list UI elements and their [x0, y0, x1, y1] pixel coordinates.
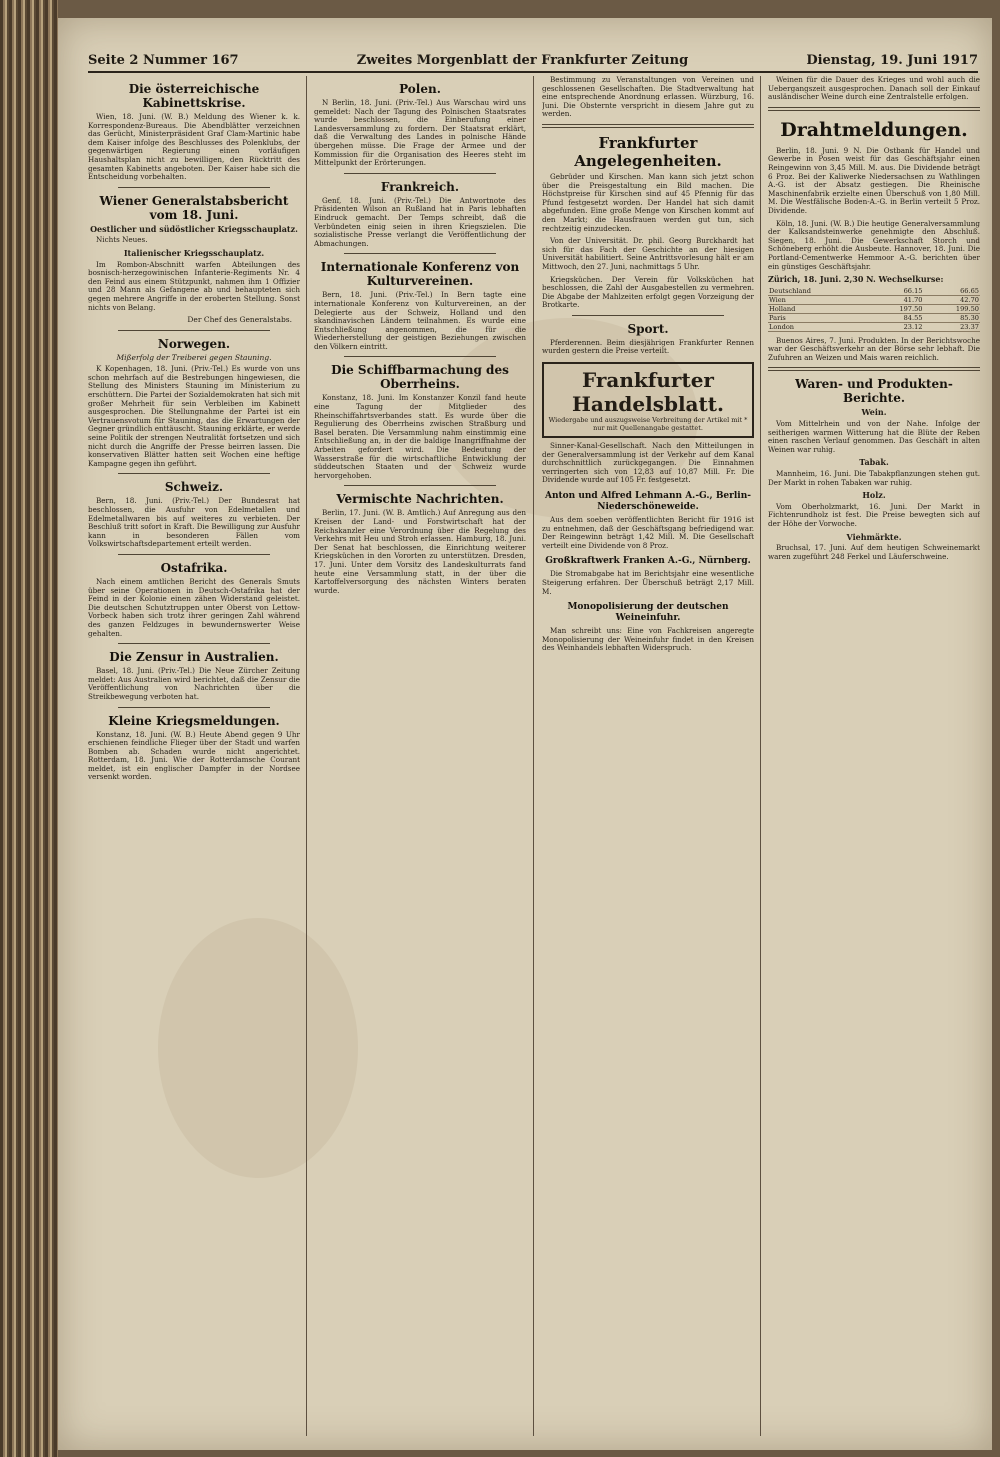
article-subheading: Viehmärkte. — [846, 531, 902, 542]
table-cell: Holland — [768, 304, 867, 313]
article-text: Kriegsküchen. Der Verein für Volksküchen hat beschlossen, die Zahl der Ausgabestellen zu vermehren. Die Abgabe der Mahlzeiten erfolgt gegen Vorzeigung der Brotkarte. — [542, 274, 754, 310]
exchange-rate-table — [768, 287, 980, 332]
column-rule — [306, 76, 307, 1436]
article-subheading: Tabak. — [859, 457, 889, 468]
table-cell: 84.55 — [867, 313, 924, 322]
article-text: Bestimmung zu Veranstaltungen von Vereinen und geschlossenen Gesellschaften. Die Stadtverwaltung hat eine entsprechende Anordnung erlassen. Würzburg, 16. Juni. Die Obsternte verspricht in diesem Jahre gut zu werden. — [542, 76, 754, 119]
article-headline: Frankfurter Angelegenheiten. — [574, 133, 722, 170]
article-text: N Berlin, 18. Juni. (Priv.-Tel.) Aus Warschau wird uns gemeldet: Nach der Tagung des Polnischen Staatsrates wurde beschlossen, die Einberufung einer Landesversammlung zu fordern. Der Staatsrat erklärt, daß die Verwaltung des Landes in polnische Hände übergehen müsse. Die Frage der Armee und der Kommission für die Organisation des Heeres steht im Mittelpunkt der Erörterungen. — [314, 98, 526, 168]
article-text: Von der Universität. Dr. phil. Georg Burckhardt hat sich für das Fach der Geschichte an der hiesigen Universität habilitiert. Seine Antrittsvorlesung hält er am Mittwoch, den 27. Juni, nachmittags 5 Uhr. — [542, 236, 754, 271]
article-text: Weinen für die Dauer des Krieges und wohl auch die Uebergangszeit ausgesprochen. Danach soll der Einkauf ausländischer Weine durch eine Zentralstelle erfolgen. — [768, 76, 980, 102]
column-rule — [533, 76, 534, 1436]
article-headline: Waren- und Produkten-Berichte. — [795, 377, 953, 406]
table-cell: 41.70 — [867, 295, 924, 304]
separator — [118, 330, 270, 331]
article-text: Mannheim, 16. Juni. Die Tabakpflanzungen stehen gut. Der Markt in rohen Tabaken war ruhig. — [768, 469, 980, 487]
article-headline: Schweiz. — [164, 480, 224, 495]
table-row — [768, 322, 980, 331]
article-headline: Wiener Generalstabsbericht vom 18. Juni. — [99, 193, 289, 222]
column-4 — [768, 76, 980, 1436]
table-row — [768, 287, 980, 296]
article-subheading: Holz. — [862, 490, 886, 501]
column-3 — [542, 76, 754, 1436]
separator — [118, 707, 270, 708]
article-text: Pferderennen. Beim diesjährigen Frankfurter Rennen wurden gestern die Preise verteilt. — [542, 337, 754, 356]
separator — [542, 124, 754, 128]
article-text: Nichts Neues. — [96, 235, 148, 245]
article-text: Bruchsal, 17. Juni. Auf dem heutigen Schweinemarkt waren zugeführt 248 Ferkel und Läuferschweine. — [768, 543, 980, 561]
separator — [344, 356, 496, 357]
handelsblatt-title: Frankfurter Handelsblatt. — [572, 368, 724, 417]
column-2 — [314, 76, 526, 1436]
article-text: Bern, 18. Juni. (Priv.-Tel.) Der Bundesrat hat beschlossen, die Ausfuhr von Edelmetallen und Edelmetallwaren bis auf weiteres zu verbieten. Der Beschluß tritt sofort in Kraft. Die Bewilligung zur Ausfuhr kann in besonderen Fällen vom Volkswirtschaftsdepartement erteilt werden. — [88, 496, 300, 549]
table-cell: Deutschland — [768, 287, 867, 296]
article-text: Berlin, 17. Juni. (W. B. Amtlich.) Auf Anregung aus den Kreisen der Land- und Forstwirtschaft hat der Reichskanzler eine Verordnung über die Regelung des Verkehrs mit Heu und Stroh erlassen. Hamburg, 18. Juni. Der Senat hat beschlossen, die Einrichtung weiterer Kriegsküchen in den Vororten zu unterstützen. Dresden, 17. Juni. Unter dem Vorsitz des Landeskulturrats fand heute eine Versammlung statt, in der über die Kartoffelversorgung des nächsten Winters beraten wurde. — [314, 508, 526, 595]
article-text: Basel, 18. Juni. (Priv.-Tel.) Die Neue Zürcher Zeitung meldet: Aus Australien wird berichtet, daß die Zensur die Veröffentlichung von Nachrichten über die Streikbewegung verboten hat. — [88, 666, 300, 701]
table-cell: 23.37 — [923, 322, 980, 331]
separator — [572, 315, 724, 316]
article-headline: Polen. — [399, 82, 441, 96]
table-cell: 66.65 — [923, 287, 980, 296]
separator — [344, 253, 496, 254]
article-headline: Monopolisierung der deutschen Weineinfuhr. — [567, 602, 729, 624]
article-text: Man schreibt uns: Eine von Fachkreisen angeregte Monopolisierung der Weineinfuhr findet in den Kreisen des Weinhandels lebhaften Widerspruch. — [542, 626, 754, 653]
table-cell: Wien — [768, 295, 867, 304]
table-row — [768, 295, 980, 304]
article-subheading: Oestlicher und südöstlicher Kriegsschauplatz. — [90, 223, 298, 234]
book-binding — [0, 0, 58, 1457]
separator — [118, 643, 270, 644]
article-headline: Vermischte Nachrichten. — [336, 492, 504, 507]
masthead — [88, 42, 978, 73]
article-text: Im Rombon-Abschnitt warfen Abteilungen des bosnisch-herzegowinischen Infanterie-Regiments Nr. 4 den Feind aus einem Stützpunkt, nahmen ihm 1 Offizier und 28 Mann als Gefangene ab und behaupteten sich gegen mehrere Angriffe in der eroberten Stellung. Sonst nichts von Belang. — [88, 259, 300, 312]
article-text: Buenos Aires, 7. Juni. Produkten. In der Berichtswoche war der Geschäftsverkehr an der Börse sehr lebhaft. Die Zufuhren an Weizen und Mais waren reichlich. — [768, 335, 980, 362]
article-headline: Die Schiffbarmachung des Oberrheins. — [331, 363, 509, 392]
article-headline: Kleine Kriegsmeldungen. — [108, 713, 280, 728]
article-text: Köln, 18. Juni. (W. B.) Die heutige Generalversammlung der Kalksandsteinwerke genehmigte den Abschluß. Siegen, 18. Juni. Die Gewerkschaft Storch und Schöneberg erhöht die Ausbeute. Hannover, 18. Juni. Die Portland-Cementwerke Hemmoor A.-G. berichten über ein günstiges Geschäftsjahr. — [768, 218, 980, 271]
article-headline: Norwegen. — [157, 336, 231, 351]
article-text: Bern, 18. Juni. (Priv.-Tel.) In Bern tagte eine internationale Konferenz von Kulturvereinen, an der Delegierte aus der Schweiz, Holland und den skandinavischen Ländern teilnahmen. Es wurde eine Entschließung angenommen, die für die Wiederherstellung der geistigen Beziehungen zwischen den Völkern eintritt. — [314, 290, 526, 351]
masthead-date: Dienstag, 19. Juni 1917 — [806, 53, 978, 68]
article-text: Sinner-Kanal-Gesellschaft. Nach den Mitteilungen in der Generalversammlung ist der Verkehr auf dem Kanal durchschnittlich zurückgegangen. Die Einnahmen verringerten sich von 12,83 auf 10,87 Mill. Fr. Die Dividende wurde auf 105 Fr. festgesetzt. — [542, 441, 754, 485]
article-headline: Frankreich. — [380, 179, 460, 194]
article-text: Wien, 18. Juni. (W. B.) Meldung des Wiener k. k. Korrespondenz-Bureaus. Die Abendblätter verzeichnen das Gerücht, Ministerpräsident Graf Clam-Martinic habe dem Kaiser infolge des Beschlusses des Polenklubs, der gegenwärtigen Regierung einen vorläufigen Haushaltsplan nicht zu bewilligen, den Rücktritt des gesamten Kabinetts angeboten. Der Kaiser habe sich die Entscheidung vorbehalten. — [88, 112, 300, 182]
article-text: Aus dem soeben veröffentlichten Bericht für 1916 ist zu entnehmen, daß der Geschäftsgang befriedigend war. Der Reingewinn beträgt 1,42 Mill. M. Die Gesellschaft verteilt eine Dividende von 8 Proz. — [542, 515, 754, 550]
column-rule — [760, 76, 761, 1436]
article-headline: Drahtmeldungen. — [780, 118, 968, 141]
article-subheading: Wein. — [861, 407, 887, 418]
table-row — [768, 304, 980, 313]
article-text: Gebrüder und Kirschen. Man kann sich jetzt schon über die Preisgestaltung ein Bild machen. Die Höchstpreise für Kirschen sind auf 45 Pfennig für das Pfund festgesetzt worden. Der Handel hat sich damit abgefunden. Eine große Menge von Kirschen kommt auf den Markt; die Hausfrauen werden gut tun, sich rechtzeitig einzudecken. — [542, 171, 754, 233]
table-cell: 42.70 — [923, 295, 980, 304]
table-row — [768, 313, 980, 322]
masthead-title: Zweites Morgenblatt der Frankfurter Zeitung — [356, 53, 689, 68]
article-headline: Sport. — [627, 321, 669, 336]
column-1 — [88, 76, 300, 1436]
table-cell: London — [768, 322, 867, 331]
article-text: Nach einem amtlichen Bericht des Generals Smuts über seine Operationen in Deutsch-Ostafrika hat der Feind in der Kolonie einen zähen Widerstand geleistet. Die deutschen Schutztruppen unter Oberst von Lettow-Vorbeck haben sich trotz ihrer geringen Zahl während des ganzen Feldzuges in bewundernswerter Weise gehalten. — [88, 576, 300, 638]
article-text: Berlin, 18. Juni. 9 N. Die Ostbank für Handel und Gewerbe in Posen weist für das Geschäftsjahr einen Reingewinn von 3,45 Mill. M. aus. Die Dividende beträgt 6 Proz. Bei der Kaliwerke Niedersachsen zu Wathlingen A.-G. ist der Absatz gestiegen. Die Rheinische Maschinenfabrik erzielte einen Überschuß von 1,80 Mill. M. Die Westfälische Boden-A.-G. in Berlin verteilt 5 Proz. Dividende. — [768, 145, 980, 215]
article-headline: Großkraftwerk Franken A.-G., Nürnberg. — [545, 556, 751, 567]
article-text: Genf, 18. Juni. (Priv.-Tel.) Die Antwortnote des Präsidenten Wilson an Rußland hat in Paris lebhaften Eindruck gemacht. Der Temps schreibt, daß die Verbündeten einig seien in ihren Kriegszielen. Die sozialistische Presse verlangt die Veröffentlichung der Abmachungen. — [314, 195, 526, 248]
article-headline: Anton und Alfred Lehmann A.-G., Berlin-Niederschöneweide. — [544, 491, 752, 513]
article-text: Konstanz, 18. Juni. Im Konstanzer Konzil fand heute eine Tagung der Mitglieder des Rheinschiffahrtsverbandes statt. Es wurde über die Regulierung des Oberrheins zwischen Straßburg und Basel beraten. Die Versammlung nahm einstimmig eine Entschließung an, in der die baldige Inangriffnahme der Arbeiten gefordert wird. Die Bedeutung der Wasserstraße für die wirtschaftliche Entwicklung der süddeutschen Staaten und der Schweiz wurde hervorgehoben. — [314, 393, 526, 480]
article-text: Vom Oberholzmarkt, 16. Juni. Der Markt in Fichtenrundholz ist fest. Die Preise bewegten sich auf der Höhe der Vorwoche. — [768, 501, 980, 528]
article-headline: Internationale Konferenz von Kulturvereinen. — [320, 260, 520, 289]
separator — [118, 473, 270, 474]
article-subheading: Italienischer Kriegsschauplatz. — [123, 247, 265, 258]
table-cell: 66.15 — [867, 287, 924, 296]
separator — [344, 173, 496, 174]
masthead-page-number: Seite 2 Nummer 167 — [88, 53, 239, 68]
handelsblatt-banner — [542, 362, 754, 438]
table-cell: 197.50 — [867, 304, 924, 313]
table-cell: 199.50 — [923, 304, 980, 313]
separator — [768, 107, 980, 111]
table-cell: 85.30 — [923, 313, 980, 322]
table-cell: 23.12 — [867, 322, 924, 331]
article-headline: Die österreichische Kabinettskrise. — [128, 82, 260, 110]
article-text: Konstanz, 18. Juni. (W. B.) Heute Abend gegen 9 Uhr erschienen feindliche Flieger über der Stadt und warfen Bomben ab. Schaden wurde nicht angerichtet. Rotterdam, 18. Juni. Wie der Rotterdamsche Courant meldet, ist ein englischer Dampfer in der Nordsee versenkt worden. — [88, 729, 300, 782]
article-headline: Ostafrika. — [160, 560, 228, 575]
separator — [768, 367, 980, 371]
article-headline: Die Zensur in Australien. — [109, 650, 279, 665]
article-text: K Kopenhagen, 18. Juni. (Priv.-Tel.) Es wurde von uns schon mehrfach auf die Bestrebungen hingewiesen, die Stellung des Ministers Stauning im Ministerium zu erschüttern. Die Partei der Sozialdemokraten hat sich mit großer Mehrheit für sein Verbleiben im Kabinett ausgesprochen. Die Stellungnahme der Partei ist ein Vertrauensvotum für Stauning, das die Erwartungen der Gegner gründlich enttäuscht. Stauning erklärte, er werde seine Politik der strengen Neutralität fortsetzen und sich nicht durch die Angriffe der Presse beirren lassen. Die konservativen Blätter hatten seit Wochen eine heftige Kampagne gegen ihn geführt. — [88, 364, 300, 468]
newspaper-page — [58, 18, 992, 1450]
article-text: Vom Mittelrhein und von der Nahe. Infolge der seitherigen warmen Witterung hat die Blüte der Reben einen raschen Verlauf genommen. Das Geschäft in alten Weinen war ruhig. — [768, 419, 980, 454]
article-subheading: Mißerfolg der Treiberei gegen Stauning. — [116, 352, 272, 362]
table-title: Zürich, 18. Juni. 2,30 N. Wechselkurse: — [768, 274, 944, 285]
article-text: Die Stromabgabe hat im Berichtsjahr eine wesentliche Steigerung erfahren. Der Überschuß beträgt 2,17 Mill. M. — [542, 569, 754, 596]
table-cell: Paris — [768, 313, 867, 322]
separator — [118, 187, 270, 188]
separator — [344, 485, 496, 486]
handelsblatt-note: Wiedergabe und auszugsweise Verbreitung der Artikel mit * nur mit Quellenangabe gestattet. — [548, 416, 748, 433]
separator — [118, 554, 270, 555]
article-signature: Der Chef des Generalstabs. — [187, 315, 292, 325]
